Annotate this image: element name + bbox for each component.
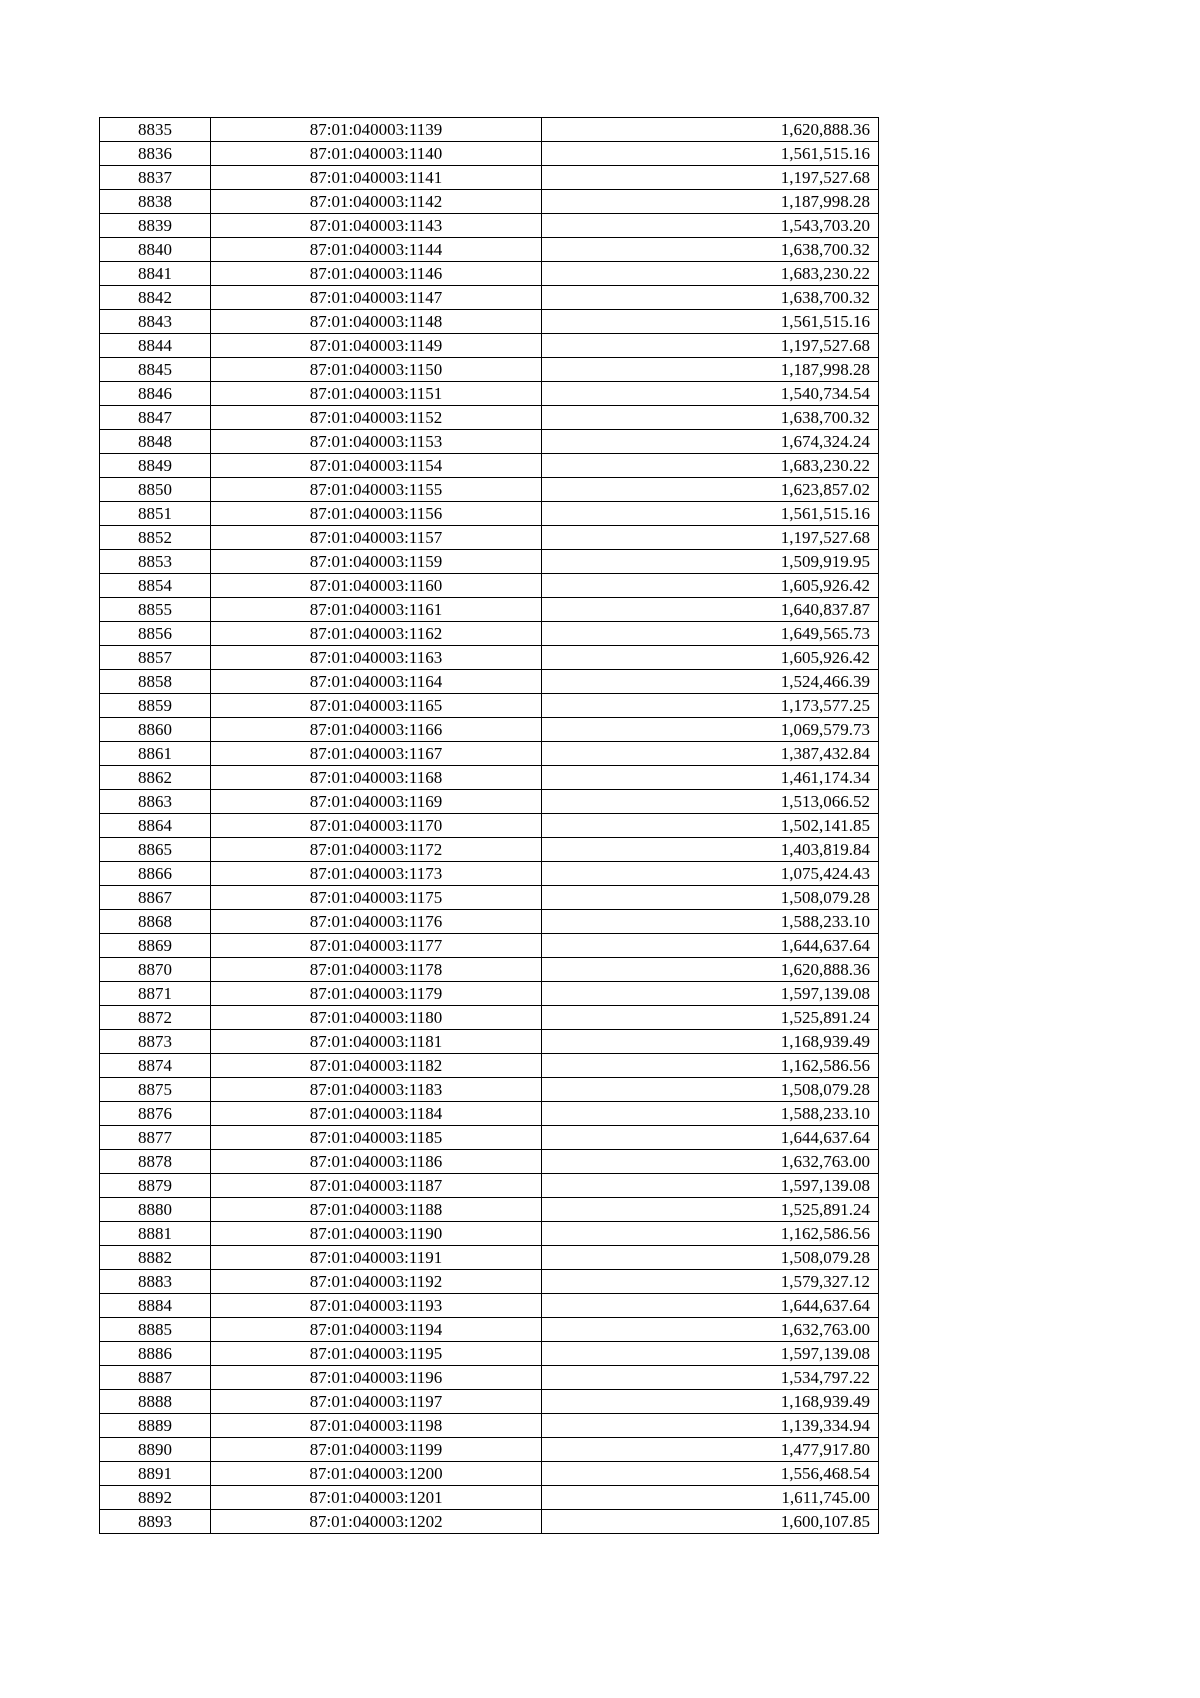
row-number-cell: 8840 <box>100 238 211 262</box>
cadastral-value-cell: 1,561,515.16 <box>542 502 879 526</box>
row-number-cell: 8842 <box>100 286 211 310</box>
cadastral-value-cell: 1,623,857.02 <box>542 478 879 502</box>
cadastral-value-cell: 1,162,586.56 <box>542 1222 879 1246</box>
row-number-cell: 8871 <box>100 982 211 1006</box>
table-row <box>100 790 879 814</box>
table-row <box>100 478 879 502</box>
table-row <box>100 598 879 622</box>
cadastral-value-cell: 1,508,079.28 <box>542 1078 879 1102</box>
row-number-cell: 8870 <box>100 958 211 982</box>
cadastral-value-cell: 1,638,700.32 <box>542 238 879 262</box>
cadastral-value-cell: 1,620,888.36 <box>542 118 879 142</box>
table-row <box>100 1414 879 1438</box>
cadastral-value-cell: 1,069,579.73 <box>542 718 879 742</box>
row-number-cell: 8863 <box>100 790 211 814</box>
cadastral-number-cell: 87:01:040003:1150 <box>211 358 542 382</box>
cadastral-number-cell: 87:01:040003:1180 <box>211 1006 542 1030</box>
cadastral-number-cell: 87:01:040003:1173 <box>211 862 542 886</box>
cadastral-number-cell: 87:01:040003:1184 <box>211 1102 542 1126</box>
cadastral-value-cell: 1,197,527.68 <box>542 334 879 358</box>
cadastral-number-cell: 87:01:040003:1157 <box>211 526 542 550</box>
cadastral-number-cell: 87:01:040003:1167 <box>211 742 542 766</box>
cadastral-value-cell: 1,561,515.16 <box>542 142 879 166</box>
cadastral-number-cell: 87:01:040003:1186 <box>211 1150 542 1174</box>
cadastral-number-cell: 87:01:040003:1178 <box>211 958 542 982</box>
row-number-cell: 8849 <box>100 454 211 478</box>
cadastral-value-cell: 1,197,527.68 <box>542 526 879 550</box>
table-row <box>100 1030 879 1054</box>
cadastral-value-cell: 1,597,139.08 <box>542 1174 879 1198</box>
cadastral-value-cell: 1,403,819.84 <box>542 838 879 862</box>
table-row <box>100 382 879 406</box>
row-number-cell: 8865 <box>100 838 211 862</box>
cadastral-value-cell: 1,674,324.24 <box>542 430 879 454</box>
row-number-cell: 8855 <box>100 598 211 622</box>
table-row <box>100 454 879 478</box>
table-row <box>100 1174 879 1198</box>
cadastral-value-cell: 1,683,230.22 <box>542 262 879 286</box>
cadastral-number-cell: 87:01:040003:1195 <box>211 1342 542 1366</box>
cadastral-number-cell: 87:01:040003:1152 <box>211 406 542 430</box>
cadastral-number-cell: 87:01:040003:1159 <box>211 550 542 574</box>
table-body <box>100 118 879 1534</box>
row-number-cell: 8872 <box>100 1006 211 1030</box>
table-row <box>100 1246 879 1270</box>
cadastral-value-cell: 1,461,174.34 <box>542 766 879 790</box>
row-number-cell: 8844 <box>100 334 211 358</box>
row-number-cell: 8859 <box>100 694 211 718</box>
cadastral-value-cell: 1,649,565.73 <box>542 622 879 646</box>
row-number-cell: 8857 <box>100 646 211 670</box>
cadastral-number-cell: 87:01:040003:1160 <box>211 574 542 598</box>
table-row <box>100 1438 879 1462</box>
cadastral-number-cell: 87:01:040003:1197 <box>211 1390 542 1414</box>
table-row <box>100 1126 879 1150</box>
cadastral-value-cell: 1,502,141.85 <box>542 814 879 838</box>
cadastral-number-cell: 87:01:040003:1194 <box>211 1318 542 1342</box>
table-row <box>100 262 879 286</box>
table-row <box>100 910 879 934</box>
cadastral-value-cell: 1,139,334.94 <box>542 1414 879 1438</box>
cadastral-value-cell: 1,638,700.32 <box>542 286 879 310</box>
cadastral-number-cell: 87:01:040003:1140 <box>211 142 542 166</box>
table-row <box>100 1366 879 1390</box>
table-row <box>100 1318 879 1342</box>
cadastral-number-cell: 87:01:040003:1182 <box>211 1054 542 1078</box>
cadastral-number-cell: 87:01:040003:1153 <box>211 430 542 454</box>
table-row <box>100 1102 879 1126</box>
row-number-cell: 8867 <box>100 886 211 910</box>
row-number-cell: 8856 <box>100 622 211 646</box>
cadastral-number-cell: 87:01:040003:1143 <box>211 214 542 238</box>
cadastral-value-cell: 1,644,637.64 <box>542 934 879 958</box>
cadastral-value-cell: 1,644,637.64 <box>542 1126 879 1150</box>
table-row <box>100 118 879 142</box>
cadastral-number-cell: 87:01:040003:1154 <box>211 454 542 478</box>
cadastral-value-cell: 1,588,233.10 <box>542 1102 879 1126</box>
table-row <box>100 742 879 766</box>
row-number-cell: 8893 <box>100 1510 211 1534</box>
table-row <box>100 838 879 862</box>
row-number-cell: 8880 <box>100 1198 211 1222</box>
table-row <box>100 814 879 838</box>
cadastral-value-cell: 1,513,066.52 <box>542 790 879 814</box>
table-row <box>100 1078 879 1102</box>
cadastral-number-cell: 87:01:040003:1163 <box>211 646 542 670</box>
row-number-cell: 8881 <box>100 1222 211 1246</box>
row-number-cell: 8884 <box>100 1294 211 1318</box>
cadastral-number-cell: 87:01:040003:1151 <box>211 382 542 406</box>
cadastral-number-cell: 87:01:040003:1144 <box>211 238 542 262</box>
cadastral-value-cell: 1,561,515.16 <box>542 310 879 334</box>
row-number-cell: 8882 <box>100 1246 211 1270</box>
cadastral-number-cell: 87:01:040003:1162 <box>211 622 542 646</box>
cadastral-value-table <box>99 117 879 1534</box>
row-number-cell: 8873 <box>100 1030 211 1054</box>
cadastral-number-cell: 87:01:040003:1199 <box>211 1438 542 1462</box>
cadastral-number-cell: 87:01:040003:1179 <box>211 982 542 1006</box>
cadastral-value-cell: 1,525,891.24 <box>542 1006 879 1030</box>
table-row <box>100 190 879 214</box>
row-number-cell: 8877 <box>100 1126 211 1150</box>
row-number-cell: 8892 <box>100 1486 211 1510</box>
row-number-cell: 8851 <box>100 502 211 526</box>
cadastral-number-cell: 87:01:040003:1168 <box>211 766 542 790</box>
cadastral-value-cell: 1,600,107.85 <box>542 1510 879 1534</box>
cadastral-value-cell: 1,197,527.68 <box>542 166 879 190</box>
cadastral-value-cell: 1,075,424.43 <box>542 862 879 886</box>
table-row <box>100 1006 879 1030</box>
table-row <box>100 1150 879 1174</box>
table-row <box>100 622 879 646</box>
table-row <box>100 982 879 1006</box>
cadastral-number-cell: 87:01:040003:1181 <box>211 1030 542 1054</box>
cadastral-value-cell: 1,579,327.12 <box>542 1270 879 1294</box>
cadastral-value-cell: 1,611,745.00 <box>542 1486 879 1510</box>
table-row <box>100 310 879 334</box>
row-number-cell: 8868 <box>100 910 211 934</box>
cadastral-value-cell: 1,187,998.28 <box>542 190 879 214</box>
cadastral-number-cell: 87:01:040003:1192 <box>211 1270 542 1294</box>
cadastral-value-cell: 1,588,233.10 <box>542 910 879 934</box>
cadastral-number-cell: 87:01:040003:1190 <box>211 1222 542 1246</box>
table-row <box>100 1270 879 1294</box>
row-number-cell: 8878 <box>100 1150 211 1174</box>
table-row <box>100 502 879 526</box>
cadastral-number-cell: 87:01:040003:1201 <box>211 1486 542 1510</box>
table-row <box>100 766 879 790</box>
row-number-cell: 8885 <box>100 1318 211 1342</box>
cadastral-value-cell: 1,168,939.49 <box>542 1390 879 1414</box>
cadastral-number-cell: 87:01:040003:1183 <box>211 1078 542 1102</box>
table-row <box>100 958 879 982</box>
row-number-cell: 8889 <box>100 1414 211 1438</box>
cadastral-value-cell: 1,640,837.87 <box>542 598 879 622</box>
cadastral-value-cell: 1,477,917.80 <box>542 1438 879 1462</box>
table-row <box>100 886 879 910</box>
cadastral-value-cell: 1,508,079.28 <box>542 886 879 910</box>
table-row <box>100 214 879 238</box>
cadastral-number-cell: 87:01:040003:1142 <box>211 190 542 214</box>
table-row <box>100 526 879 550</box>
cadastral-number-cell: 87:01:040003:1146 <box>211 262 542 286</box>
table-row <box>100 1510 879 1534</box>
row-number-cell: 8845 <box>100 358 211 382</box>
table-row <box>100 670 879 694</box>
cadastral-number-cell: 87:01:040003:1139 <box>211 118 542 142</box>
cadastral-value-cell: 1,605,926.42 <box>542 646 879 670</box>
table-row <box>100 1462 879 1486</box>
table-row <box>100 574 879 598</box>
row-number-cell: 8879 <box>100 1174 211 1198</box>
cadastral-number-cell: 87:01:040003:1188 <box>211 1198 542 1222</box>
cadastral-number-cell: 87:01:040003:1200 <box>211 1462 542 1486</box>
table-row <box>100 238 879 262</box>
cadastral-number-cell: 87:01:040003:1156 <box>211 502 542 526</box>
table-row <box>100 334 879 358</box>
table-row <box>100 406 879 430</box>
row-number-cell: 8861 <box>100 742 211 766</box>
row-number-cell: 8846 <box>100 382 211 406</box>
table-row <box>100 286 879 310</box>
cadastral-value-cell: 1,509,919.95 <box>542 550 879 574</box>
table-row <box>100 694 879 718</box>
cadastral-value-cell: 1,162,586.56 <box>542 1054 879 1078</box>
row-number-cell: 8839 <box>100 214 211 238</box>
table-row <box>100 430 879 454</box>
table-row <box>100 862 879 886</box>
cadastral-number-cell: 87:01:040003:1172 <box>211 838 542 862</box>
cadastral-value-cell: 1,525,891.24 <box>542 1198 879 1222</box>
row-number-cell: 8891 <box>100 1462 211 1486</box>
cadastral-number-cell: 87:01:040003:1175 <box>211 886 542 910</box>
cadastral-number-cell: 87:01:040003:1164 <box>211 670 542 694</box>
row-number-cell: 8850 <box>100 478 211 502</box>
table-row <box>100 718 879 742</box>
row-number-cell: 8841 <box>100 262 211 286</box>
row-number-cell: 8858 <box>100 670 211 694</box>
cadastral-number-cell: 87:01:040003:1198 <box>211 1414 542 1438</box>
cadastral-value-cell: 1,508,079.28 <box>542 1246 879 1270</box>
row-number-cell: 8835 <box>100 118 211 142</box>
row-number-cell: 8864 <box>100 814 211 838</box>
table-row <box>100 1294 879 1318</box>
row-number-cell: 8843 <box>100 310 211 334</box>
row-number-cell: 8853 <box>100 550 211 574</box>
table-row <box>100 166 879 190</box>
cadastral-value-cell: 1,543,703.20 <box>542 214 879 238</box>
cadastral-value-cell: 1,556,468.54 <box>542 1462 879 1486</box>
cadastral-number-cell: 87:01:040003:1148 <box>211 310 542 334</box>
row-number-cell: 8887 <box>100 1366 211 1390</box>
cadastral-value-cell: 1,173,577.25 <box>542 694 879 718</box>
table-row <box>100 358 879 382</box>
cadastral-number-cell: 87:01:040003:1161 <box>211 598 542 622</box>
row-number-cell: 8848 <box>100 430 211 454</box>
row-number-cell: 8888 <box>100 1390 211 1414</box>
row-number-cell: 8854 <box>100 574 211 598</box>
table-row <box>100 646 879 670</box>
row-number-cell: 8869 <box>100 934 211 958</box>
cadastral-value-cell: 1,387,432.84 <box>542 742 879 766</box>
row-number-cell: 8866 <box>100 862 211 886</box>
cadastral-number-cell: 87:01:040003:1196 <box>211 1366 542 1390</box>
table-row <box>100 550 879 574</box>
cadastral-number-cell: 87:01:040003:1187 <box>211 1174 542 1198</box>
table-row <box>100 1222 879 1246</box>
cadastral-number-cell: 87:01:040003:1155 <box>211 478 542 502</box>
cadastral-value-cell: 1,524,466.39 <box>542 670 879 694</box>
cadastral-number-cell: 87:01:040003:1193 <box>211 1294 542 1318</box>
row-number-cell: 8852 <box>100 526 211 550</box>
cadastral-value-cell: 1,683,230.22 <box>542 454 879 478</box>
row-number-cell: 8886 <box>100 1342 211 1366</box>
cadastral-value-cell: 1,597,139.08 <box>542 982 879 1006</box>
cadastral-number-cell: 87:01:040003:1185 <box>211 1126 542 1150</box>
table-row <box>100 1390 879 1414</box>
row-number-cell: 8874 <box>100 1054 211 1078</box>
row-number-cell: 8890 <box>100 1438 211 1462</box>
cadastral-number-cell: 87:01:040003:1169 <box>211 790 542 814</box>
cadastral-value-cell: 1,644,637.64 <box>542 1294 879 1318</box>
table-row <box>100 1198 879 1222</box>
cadastral-value-cell: 1,597,139.08 <box>542 1342 879 1366</box>
row-number-cell: 8862 <box>100 766 211 790</box>
row-number-cell: 8847 <box>100 406 211 430</box>
cadastral-number-cell: 87:01:040003:1166 <box>211 718 542 742</box>
cadastral-number-cell: 87:01:040003:1149 <box>211 334 542 358</box>
cadastral-number-cell: 87:01:040003:1170 <box>211 814 542 838</box>
table-row <box>100 934 879 958</box>
cadastral-value-cell: 1,534,797.22 <box>542 1366 879 1390</box>
table-row <box>100 1054 879 1078</box>
cadastral-value-cell: 1,632,763.00 <box>542 1150 879 1174</box>
cadastral-value-cell: 1,632,763.00 <box>542 1318 879 1342</box>
row-number-cell: 8860 <box>100 718 211 742</box>
cadastral-value-cell: 1,168,939.49 <box>542 1030 879 1054</box>
table-row <box>100 1486 879 1510</box>
row-number-cell: 8837 <box>100 166 211 190</box>
cadastral-value-cell: 1,187,998.28 <box>542 358 879 382</box>
cadastral-value-cell: 1,540,734.54 <box>542 382 879 406</box>
cadastral-value-cell: 1,620,888.36 <box>542 958 879 982</box>
table-row <box>100 1342 879 1366</box>
cadastral-value-cell: 1,638,700.32 <box>542 406 879 430</box>
row-number-cell: 8883 <box>100 1270 211 1294</box>
row-number-cell: 8836 <box>100 142 211 166</box>
cadastral-number-cell: 87:01:040003:1176 <box>211 910 542 934</box>
cadastral-number-cell: 87:01:040003:1202 <box>211 1510 542 1534</box>
cadastral-number-cell: 87:01:040003:1165 <box>211 694 542 718</box>
row-number-cell: 8875 <box>100 1078 211 1102</box>
cadastral-number-cell: 87:01:040003:1141 <box>211 166 542 190</box>
table-row <box>100 142 879 166</box>
row-number-cell: 8876 <box>100 1102 211 1126</box>
cadastral-number-cell: 87:01:040003:1177 <box>211 934 542 958</box>
cadastral-number-cell: 87:01:040003:1147 <box>211 286 542 310</box>
cadastral-number-cell: 87:01:040003:1191 <box>211 1246 542 1270</box>
cadastral-value-cell: 1,605,926.42 <box>542 574 879 598</box>
row-number-cell: 8838 <box>100 190 211 214</box>
